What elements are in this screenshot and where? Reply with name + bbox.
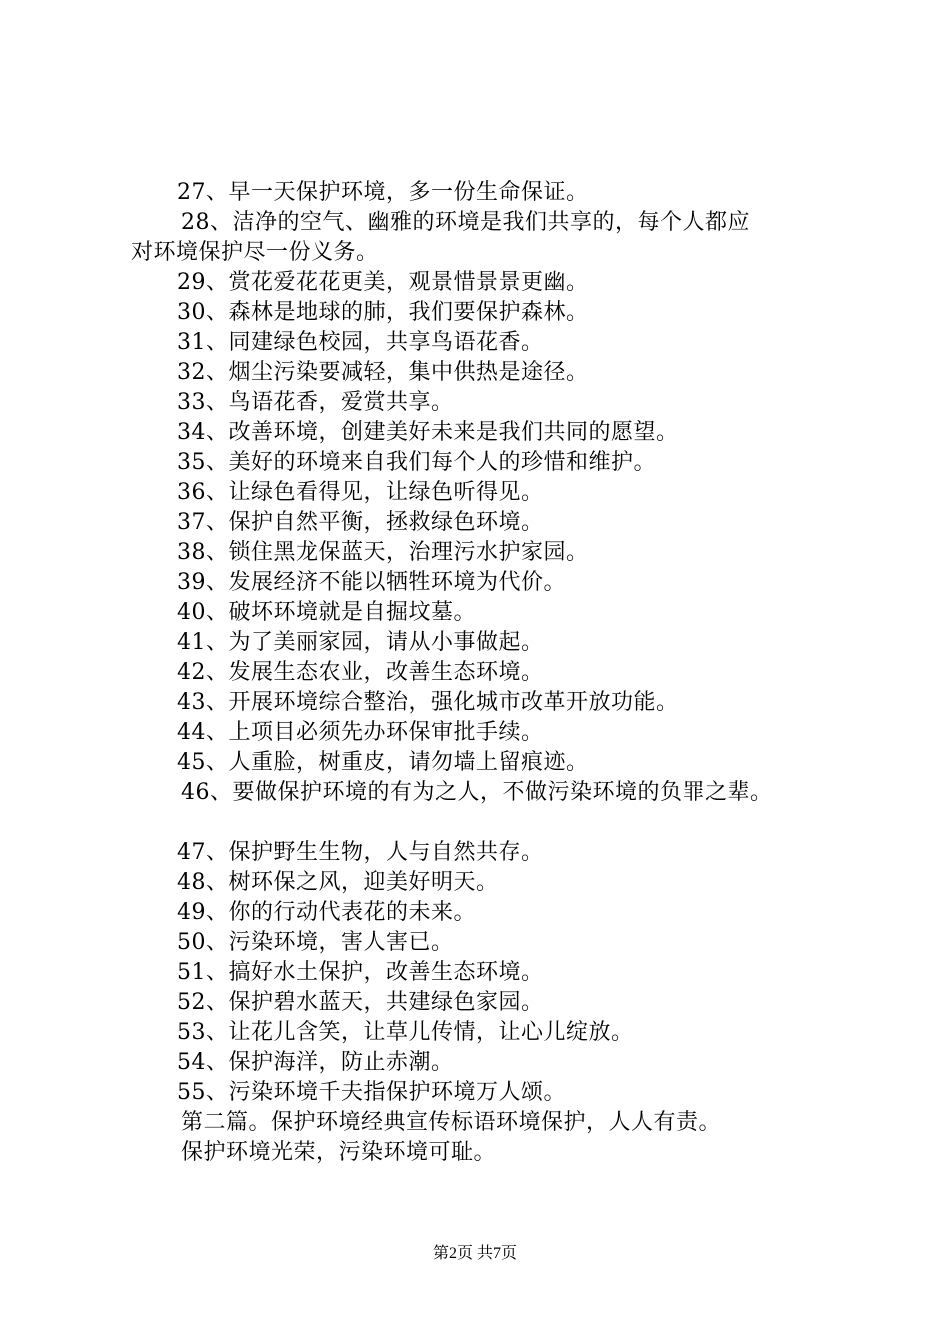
- text-line: 50、污染环境，害人害已。: [177, 930, 454, 955]
- text-line: 52、保护碧水蓝天，共建绿色家园。: [177, 990, 544, 1015]
- text-line: 对环境保护尽一份义务。: [131, 240, 379, 265]
- text-line: 29、赏花爱花花更美，观景惜景景更幽。: [177, 270, 589, 295]
- text-line: 30、森林是地球的肺，我们要保护森林。: [177, 300, 589, 325]
- section-heading: 第二篇。保护环境经典宣传标语环境保护，人人有责。: [181, 1110, 722, 1135]
- page-footer: 第2页 共7页: [432, 1245, 517, 1262]
- text-line: 49、你的行动代表花的未来。: [177, 900, 476, 925]
- text-line: 39、发展经济不能以牺牲环境为代价。: [177, 570, 566, 595]
- text-line: 47、保护野生生物，人与自然共存。: [177, 840, 544, 865]
- text-line: 43、开展环境综合整治，强化城市改革开放功能。: [177, 690, 679, 715]
- text-line: 36、让绿色看得见，让绿色听得见。: [177, 480, 544, 505]
- text-line: 42、发展生态农业，改善生态环境。: [177, 660, 544, 685]
- text-line: 48、树环保之风，迎美好明天。: [177, 870, 499, 895]
- text-line: 38、锁住黑龙保蓝天，治理污水护家园。: [177, 540, 589, 565]
- text-line: 33、鸟语花香，爱赏共享。: [177, 390, 454, 415]
- text-line: 46、要做保护环境的有为之人，不做污染环境的负罪之辈。: [181, 780, 773, 805]
- text-line: 51、搞好水土保护，改善生态环境。: [177, 960, 544, 985]
- text-line: 28、洁净的空气、幽雅的环境是我们共享的，每个人都应: [181, 210, 750, 235]
- text-line: 54、保护海洋，防止赤潮。: [177, 1050, 454, 1075]
- text-line: 45、人重脸，树重皮，请勿墙上留痕迹。: [177, 750, 589, 775]
- text-line: 37、保护自然平衡，拯救绿色环境。: [177, 510, 544, 535]
- text-line: 27、早一天保护环境，多一份生命保证。: [177, 180, 589, 205]
- text-line: 保护环境光荣，污染环境可耻。: [181, 1140, 497, 1165]
- document-body: [131, 178, 851, 1168]
- text-line: 34、改善环境，创建美好未来是我们共同的愿望。: [177, 420, 679, 445]
- text-line: 32、烟尘污染要减轻，集中供热是途径。: [177, 360, 589, 385]
- text-line: 35、美好的环境来自我们每个人的珍惜和维护。: [177, 450, 656, 475]
- text-line: 31、同建绿色校园，共享鸟语花香。: [177, 330, 544, 355]
- text-line: 53、让花儿含笑，让草儿传情，让心儿绽放。: [177, 1020, 634, 1045]
- text-line: 44、上项目必须先办环保审批手续。: [177, 720, 544, 745]
- text-line: 55、污染环境千夫指保护环境万人颂。: [177, 1080, 566, 1105]
- text-line: 41、为了美丽家园，请从小事做起。: [177, 630, 544, 655]
- text-line: 40、破坏环境就是自掘坟墓。: [177, 600, 476, 625]
- paragraph-gap: [131, 808, 851, 838]
